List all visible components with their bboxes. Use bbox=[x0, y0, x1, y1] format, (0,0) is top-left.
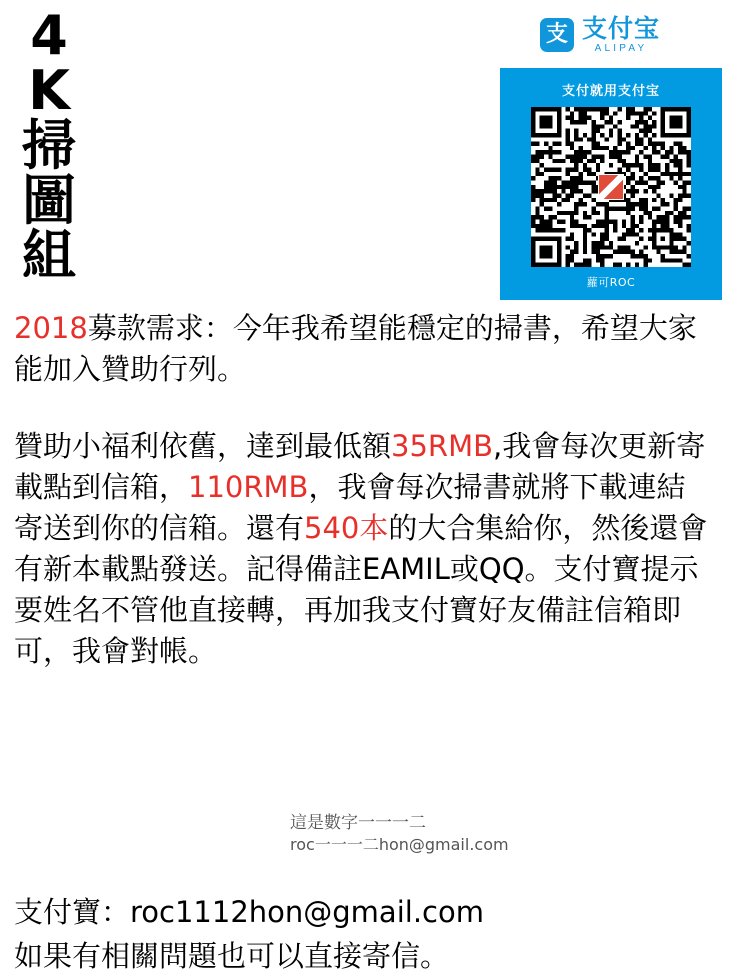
alipay-mark-icon bbox=[540, 18, 574, 52]
title-char-1: 4 bbox=[30, 4, 68, 67]
paragraph-funding-goal bbox=[14, 308, 714, 390]
email-note bbox=[290, 812, 590, 856]
qr-card-title: 支付就用支付宝 bbox=[561, 84, 660, 99]
rewards-text-2: ,我會每次更新寄載點到信箱， bbox=[14, 429, 706, 504]
email-note-line-2: roc一一一二hon@gmail.com bbox=[290, 835, 509, 854]
alipay-contact-email: 支付寶：roc1112hon@gmail.com bbox=[14, 895, 484, 929]
tier-110rmb: 110RMB bbox=[188, 470, 309, 504]
funding-text-1: 募款需求：今年我希望能穩定的掃 bbox=[87, 311, 523, 345]
email-note-line-1: 這是數字一一一二 bbox=[290, 813, 426, 833]
alipay-name-cn: 支付宝 bbox=[581, 14, 660, 43]
qr-caption: 蘿可ROC bbox=[586, 276, 636, 289]
title-char-3: 掃 bbox=[22, 114, 76, 178]
rewards-text-1: 贊助小福利依舊，達到最低額 bbox=[14, 429, 392, 463]
contact-block bbox=[14, 890, 722, 978]
paragraph-rewards bbox=[14, 426, 714, 672]
year-2018: 2018 bbox=[14, 311, 88, 345]
poster-header bbox=[0, 0, 736, 300]
page-title bbox=[14, 4, 84, 288]
rewards-text-3: ，我會每次掃書就將下載連結寄送到你的信箱。還有 bbox=[14, 470, 686, 545]
bundle-540-books: 540本 bbox=[304, 511, 389, 545]
title-char-4: 圖 bbox=[22, 169, 76, 233]
alipay-wordmark bbox=[582, 16, 660, 54]
qr-code[interactable] bbox=[531, 107, 691, 267]
closing-note: 如果有相關問題也可以直接寄信。 bbox=[14, 939, 450, 973]
body-text bbox=[14, 308, 722, 672]
funding-text-2: 書，希望大家能加入贊助行列。 bbox=[14, 311, 697, 386]
tier-35rmb: 35RMB bbox=[391, 429, 493, 463]
alipay-name-en: ALIPAY bbox=[594, 43, 648, 54]
rewards-text-4: 的大合集給你，然後還會有新本載點發送。記得備註EAMIL或QQ。支付寶提示要姓名不管他直接轉，再加我支付寶好友備註信箱即可，我會對帳。 bbox=[14, 511, 708, 668]
alipay-logo bbox=[540, 16, 660, 54]
qr-center-logo-icon bbox=[598, 174, 624, 200]
title-char-5: 組 bbox=[22, 224, 76, 288]
title-char-2: K bbox=[28, 59, 70, 123]
alipay-qr-card[interactable] bbox=[500, 68, 722, 300]
